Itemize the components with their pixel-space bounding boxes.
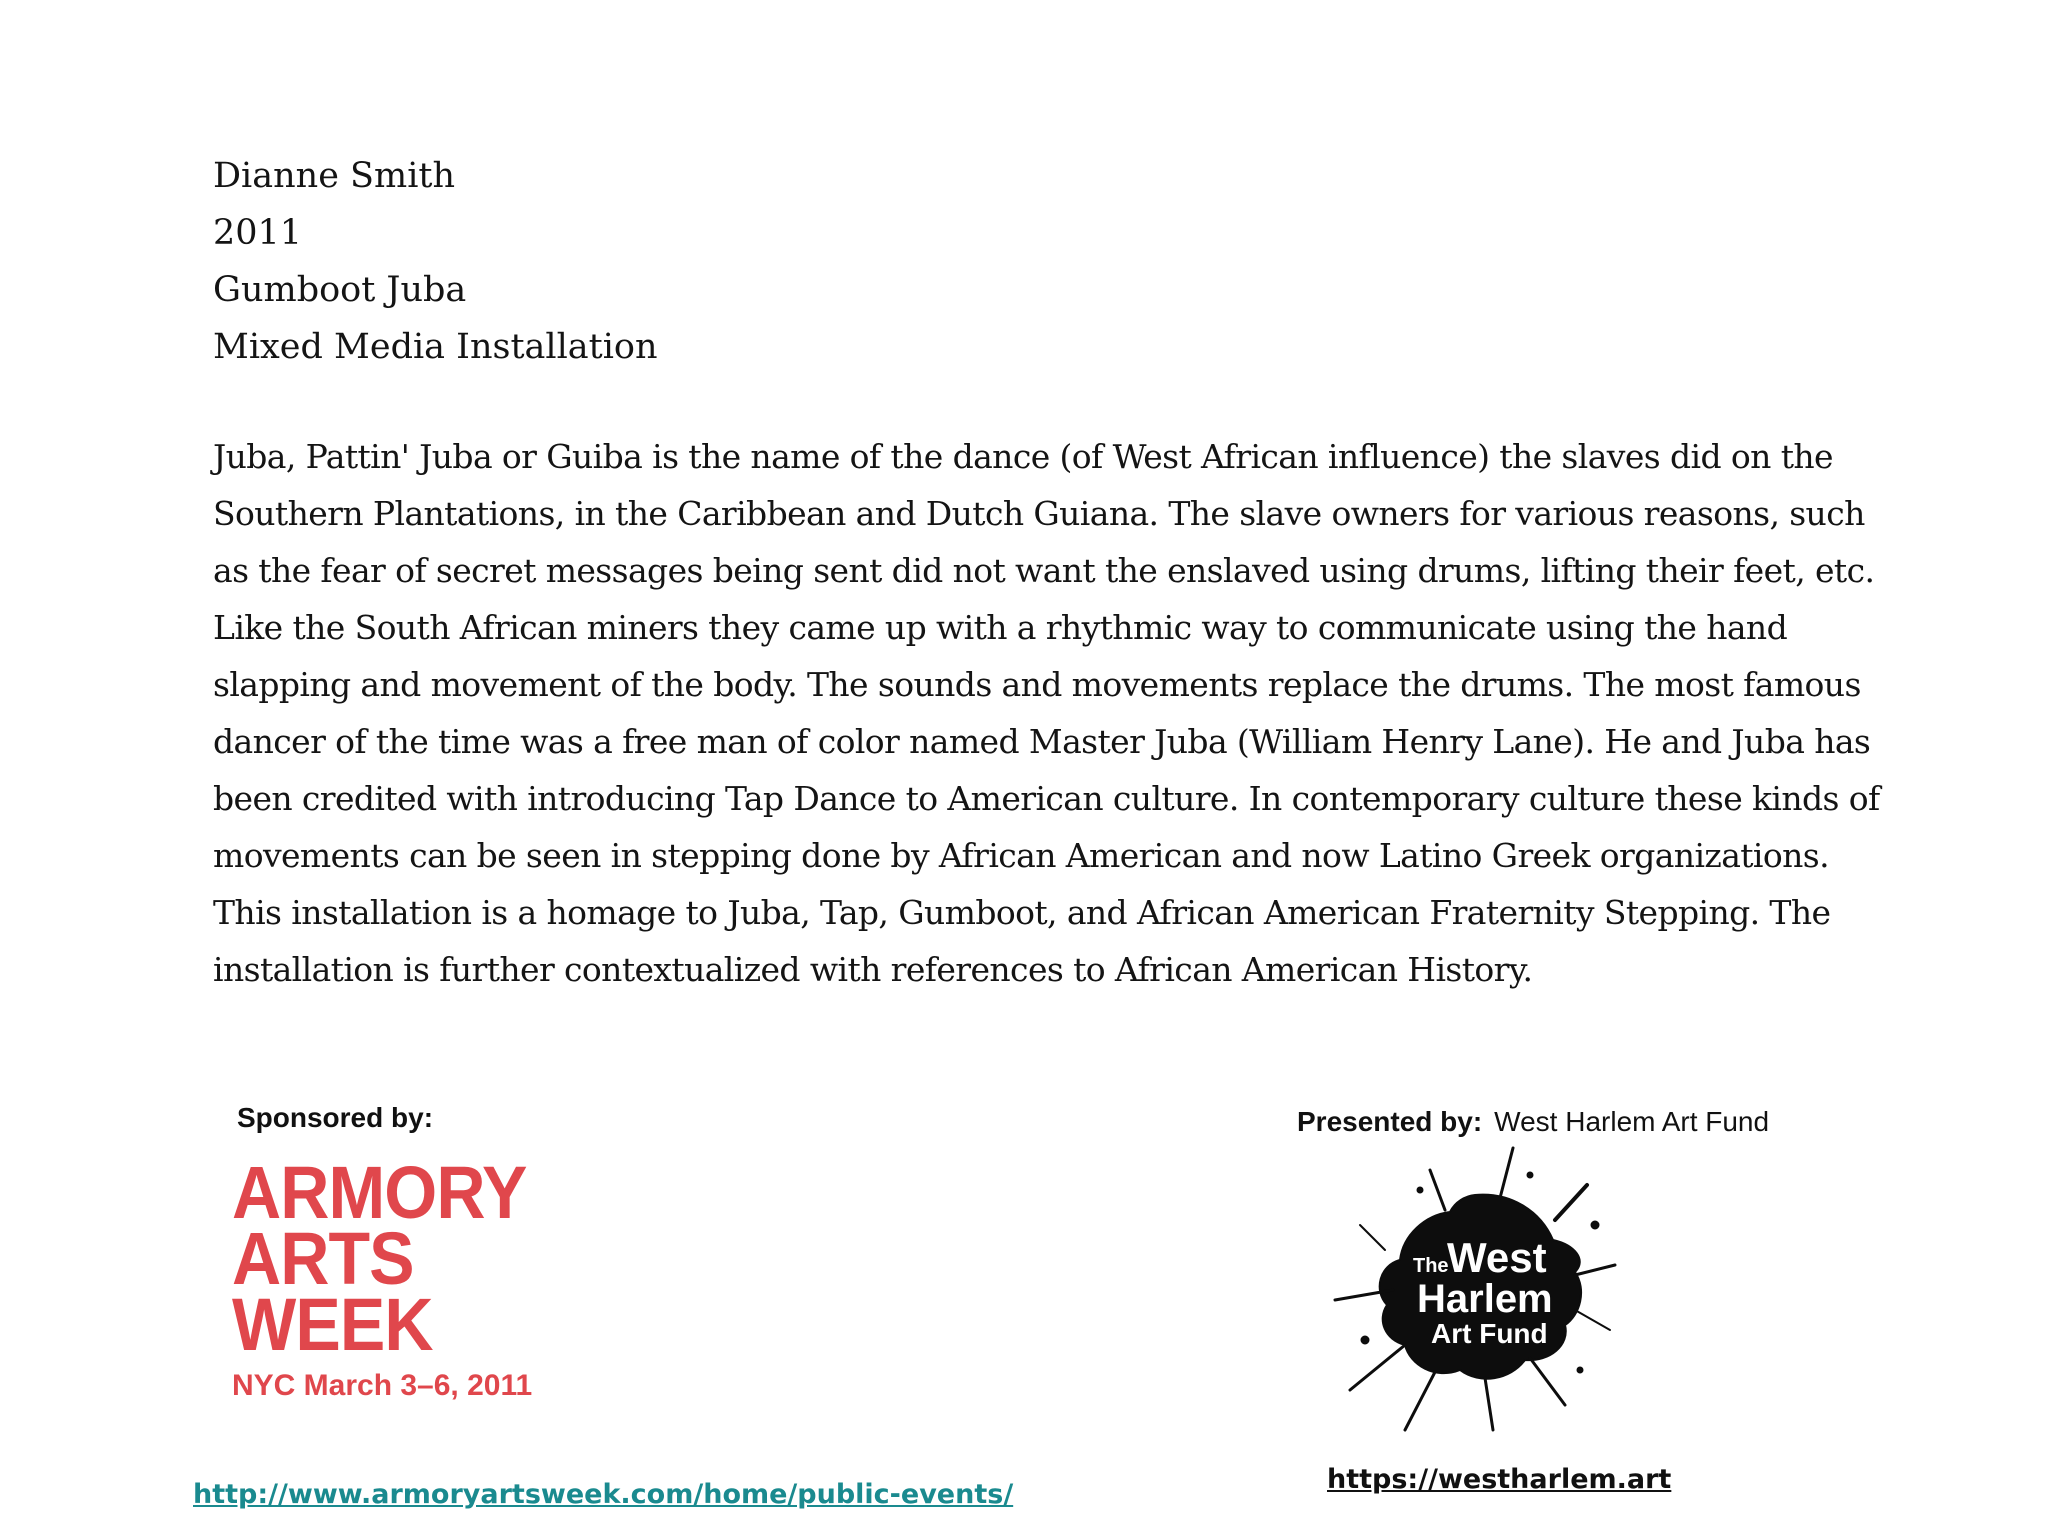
description-line: installation is further contextualized with references to African American History. [213, 950, 1533, 989]
logo-word: Harlem [1417, 1277, 1553, 1321]
description-line: as the fear of secret messages being sent did not want the enslaved using drums, lifting their feet, etc. [213, 551, 1875, 590]
armory-arts-week-logo [232, 1151, 533, 1406]
presenter-name: West Harlem Art Fund [1494, 1106, 1770, 1137]
armory-arts-week-link[interactable]: http://www.armoryartsweek.com/home/public-events/ [193, 1479, 1014, 1510]
description-line: Like the South African miners they came up with a rhythmic way to communicate using the hand [213, 608, 1788, 647]
description-line: Southern Plantations, in the Caribbean and Dutch Guiana. The slave owners for various reasons, such [213, 494, 1865, 533]
logo-word: The [1413, 1255, 1449, 1277]
artwork-title: Gumboot Juba [213, 270, 467, 310]
artwork-year: 2011 [213, 213, 303, 253]
presenter-label [1297, 1106, 1769, 1138]
description-line: dancer of the time was a free man of color named Master Juba (William Henry Lane). He and Juba has [213, 722, 1871, 761]
description-line: Juba, Pattin' Juba or Guiba is the name of the dance (of West African influence) the slaves did on the [213, 437, 1833, 476]
west-harlem-art-fund-logo [1325, 1140, 1625, 1440]
sponsor-label: Sponsored by: [237, 1102, 434, 1133]
logo-date: NYC March 3–6, 2011 [232, 1369, 533, 1402]
ink-splash-icon [1325, 1140, 1625, 1440]
description-line: This installation is a homage to Juba, Tap, Gumboot, and African American Fraternity Stepping. The [213, 893, 1831, 932]
logo-word: Art Fund [1431, 1318, 1548, 1349]
presenter-label-text: Presented by: [1297, 1106, 1483, 1137]
west-harlem-link[interactable]: https://westharlem.art [1327, 1464, 1672, 1495]
logo-line: ARTS [232, 1217, 414, 1300]
description-line: slapping and movement of the body. The sounds and movements replace the drums. The most famous [213, 665, 1861, 704]
description-line: movements can be seen in stepping done by African American and now Latino Greek organizations. [213, 836, 1830, 875]
artwork-description [213, 428, 1880, 998]
logo-word: West [1447, 1234, 1547, 1281]
artwork-info [213, 148, 1413, 376]
logo-line: ARMORY [232, 1151, 527, 1234]
artwork-medium: Mixed Media Installation [213, 327, 658, 367]
logo-line: WEEK [232, 1283, 433, 1366]
artist-name: Dianne Smith [213, 156, 456, 196]
description-line: been credited with introducing Tap Dance to American culture. In contemporary culture these kinds of [213, 779, 1880, 818]
